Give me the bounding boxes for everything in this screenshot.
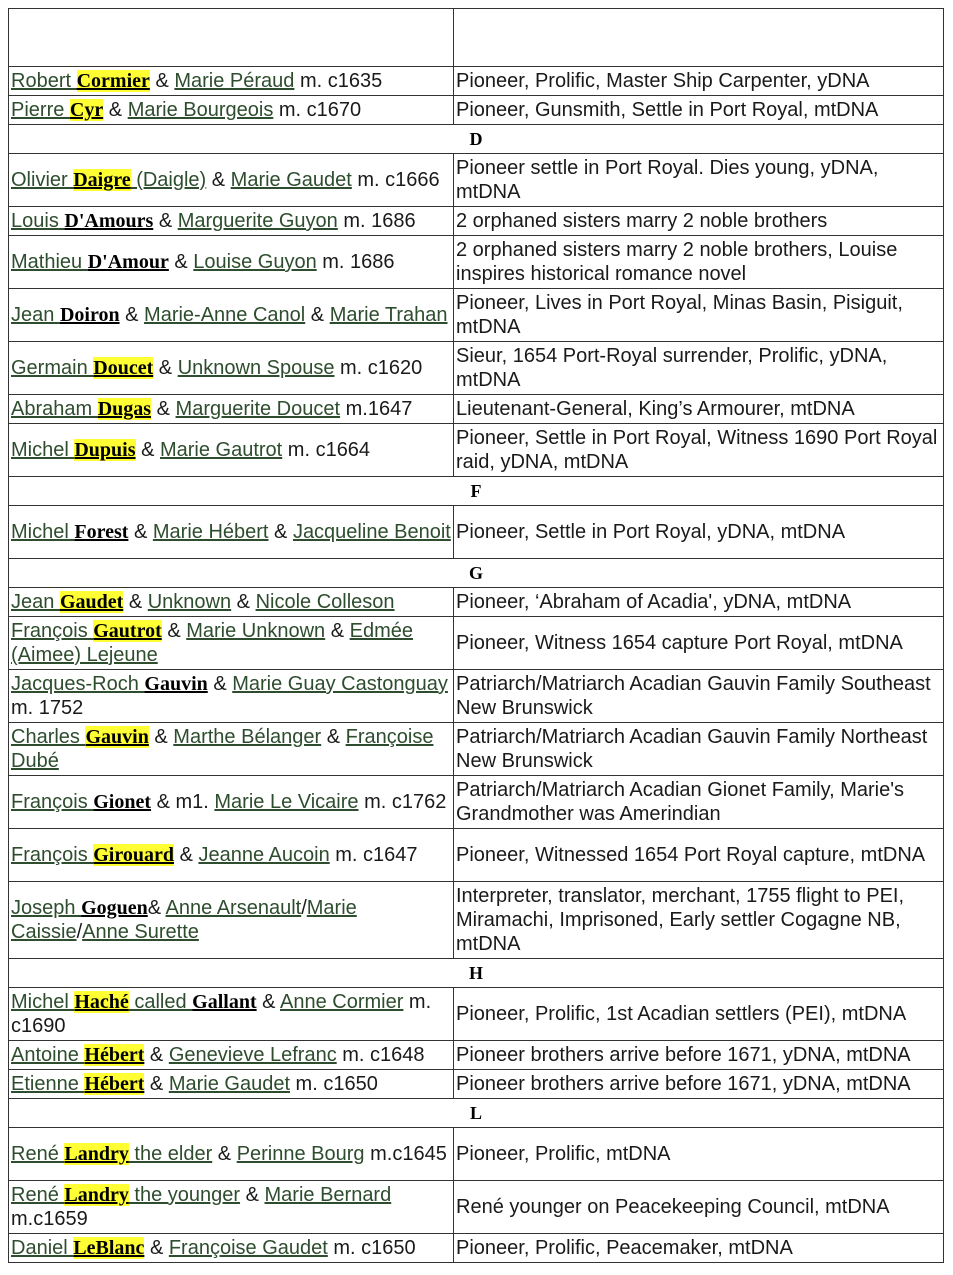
connector-text: m. c1664 [282, 439, 371, 461]
description-cell: 2 orphaned sisters marry 2 noble brothers [454, 207, 944, 236]
person-link[interactable]: Michel [11, 521, 75, 543]
couple-cell [9, 988, 454, 1041]
person-link[interactable]: Joseph [11, 897, 82, 919]
description-cell: Lieutenant-General, King’s Armourer, mtDNA [454, 395, 944, 424]
person-link[interactable]: Etienne [11, 1073, 85, 1095]
person-link[interactable]: Marie Péraud [174, 70, 295, 92]
table-row [9, 723, 944, 776]
connector-text: & [207, 673, 233, 695]
connector-text: & [123, 591, 148, 613]
surname-link[interactable]: Girouard [93, 844, 175, 866]
person-link[interactable]: the elder [128, 1143, 213, 1165]
couple-cell [9, 1070, 454, 1099]
connector-text: & [144, 1237, 169, 1259]
description-cell: René younger on Peacekeeping Council, mtDNA [454, 1181, 944, 1234]
couple-cell [9, 1128, 454, 1181]
person-link[interactable]: François [11, 620, 94, 642]
header-cell [9, 9, 454, 67]
connector-text: & [174, 844, 199, 866]
surname-link[interactable]: Daigre [73, 169, 131, 191]
section-letter: H [9, 959, 944, 988]
connector-text: m. 1752 [11, 697, 84, 719]
description-cell: Interpreter, translator, merchant, 1755 flight to PEI, Miramachi, Imprisoned, Early settler Cogagne NB, mtDNA [454, 882, 944, 959]
table-row [9, 207, 944, 236]
surname-link[interactable]: Doiron [59, 304, 120, 326]
section-row [9, 477, 944, 506]
ancestors-table [8, 8, 944, 1263]
connector-text: m.1647 [340, 398, 413, 420]
connector-text: m. c1647 [329, 844, 418, 866]
connector-text: & [321, 726, 346, 748]
connector-text: m. 1686 [337, 210, 416, 232]
person-link[interactable]: René [11, 1184, 65, 1206]
couple-cell [9, 424, 454, 477]
person-link[interactable]: Olivier [11, 169, 74, 191]
surname-link[interactable]: Gauvin [85, 726, 149, 748]
table-row [9, 1181, 944, 1234]
connector-text: & [153, 357, 178, 379]
surname-link[interactable]: LeBlanc [73, 1237, 145, 1259]
connector-text: m. c1650 [327, 1237, 416, 1259]
connector-text: & [144, 1044, 169, 1066]
connector-text: & [231, 591, 256, 613]
table-row [9, 882, 944, 959]
section-row [9, 125, 944, 154]
surname-link[interactable]: Forest [74, 521, 129, 543]
couple-cell [9, 289, 454, 342]
person-link[interactable]: Germain [11, 357, 94, 379]
table-row [9, 395, 944, 424]
connector-text: & [144, 1073, 169, 1095]
person-link[interactable]: Marie Gautrot [159, 439, 283, 461]
couple-cell [9, 588, 454, 617]
connector-text: & [240, 1184, 265, 1206]
table-row [9, 1041, 944, 1070]
person-link[interactable]: François [11, 791, 94, 813]
surname-link[interactable]: Landry [64, 1184, 129, 1206]
surname-link[interactable]: D'Amour [87, 251, 169, 273]
connector-text: & m1. [151, 791, 215, 813]
description-cell: Patriarch/Matriarch Acadian Gauvin Family Northeast New Brunswick [454, 723, 944, 776]
person-link[interactable]: Charles [11, 726, 86, 748]
connector-text: m. c1690 [11, 991, 432, 1037]
connector-text: & [151, 398, 176, 420]
description-cell: Pioneer, Lives in Port Royal, Minas Basin, Pisiguit, mtDNA [454, 289, 944, 342]
description-cell: Pioneer, Settle in Port Royal, yDNA, mtDNA [454, 506, 944, 559]
description-cell: Pioneer, Witnessed 1654 Port Royal capture, mtDNA [454, 829, 944, 882]
person-link[interactable]: Marie Bernard [264, 1184, 392, 1206]
table-row [9, 236, 944, 289]
person-link[interactable]: Marie Hébert [152, 521, 269, 543]
person-link[interactable]: Marie Bourgeois [127, 99, 274, 121]
description-cell: Pioneer, Prolific, mtDNA [454, 1128, 944, 1181]
couple-cell [9, 670, 454, 723]
connector-text: & [148, 726, 174, 748]
surname-link[interactable]: Landry [64, 1143, 129, 1165]
header-cell [454, 9, 944, 67]
person-link[interactable]: Genevieve Lefranc [168, 1044, 337, 1066]
person-link[interactable]: Louis [11, 210, 65, 232]
table-header-row [9, 9, 944, 67]
person-link[interactable]: Marie-Anne Canol [144, 304, 306, 326]
table-row [9, 617, 944, 670]
section-letter: F [9, 477, 944, 506]
couple-cell [9, 829, 454, 882]
connector-text: & [325, 620, 350, 642]
table-row [9, 96, 944, 125]
surname-link[interactable]: Dupuis [74, 439, 136, 461]
person-link[interactable]: Marie Trahan [329, 304, 448, 326]
table-row [9, 829, 944, 882]
couple-cell [9, 723, 454, 776]
person-link[interactable]: Michel [11, 439, 75, 461]
couple-cell [9, 882, 454, 959]
surname-link[interactable]: Haché [74, 991, 129, 1013]
person-link[interactable]: Jacqueline Benoit [292, 521, 451, 543]
description-cell: Pioneer, Settle in Port Royal, Witness 1690 Port Royal raid, yDNA, mtDNA [454, 424, 944, 477]
connector-text: & [256, 991, 280, 1013]
connector-text: & [268, 521, 293, 543]
couple-cell [9, 96, 454, 125]
person-link[interactable]: Perinne Bourg [236, 1143, 365, 1165]
connector-text: m. c1670 [273, 99, 362, 121]
couple-cell [9, 617, 454, 670]
person-link[interactable]: Anne Cormier [279, 991, 404, 1013]
couple-cell [9, 1234, 454, 1263]
connector-text: & [206, 169, 231, 191]
couple-cell [9, 1041, 454, 1070]
person-link[interactable]: (Daigle) [130, 169, 207, 191]
surname-link[interactable]: Goguen [81, 897, 148, 919]
table-row [9, 588, 944, 617]
connector-text: m. c1650 [290, 1073, 378, 1095]
couple-cell [9, 1181, 454, 1234]
surname-link[interactable]: Hébert [84, 1073, 145, 1095]
person-link[interactable]: Abraham [11, 398, 98, 420]
connector-text: & [305, 304, 330, 326]
connector-text: & [135, 439, 160, 461]
connector-text: m. c1635 [294, 70, 383, 92]
table-row [9, 342, 944, 395]
description-cell: Pioneer, ‘Abraham of Acadia', yDNA, mtDNA [454, 588, 944, 617]
connector-text: m. c1620 [334, 357, 423, 379]
person-link[interactable]: Jacques-Roch [11, 673, 145, 695]
description-cell: Pioneer, Prolific, Peacemaker, mtDNA [454, 1234, 944, 1263]
person-link[interactable]: Unknown Spouse [177, 357, 335, 379]
person-link[interactable]: Marie Le Vicaire [214, 791, 359, 813]
person-link[interactable]: Marthe Bélanger [173, 726, 322, 748]
section-letter: G [9, 559, 944, 588]
description-cell: Pioneer brothers arrive before 1671, yDNA, mtDNA [454, 1041, 944, 1070]
person-link[interactable]: Daniel [11, 1237, 74, 1259]
description-cell: Patriarch/Matriarch Acadian Gionet Family, Marie's Grandmother was Amerindian [454, 776, 944, 829]
person-link[interactable]: Jean [11, 591, 60, 613]
person-link[interactable]: Marguerite Guyon [177, 210, 338, 232]
person-link[interactable]: René [11, 1143, 65, 1165]
connector-text: m.c1645 [364, 1143, 447, 1165]
person-link[interactable]: Marie Gaudet [230, 169, 352, 191]
section-row [9, 559, 944, 588]
surname-link[interactable]: Doucet [93, 357, 154, 379]
person-link[interactable]: Mathieu [11, 251, 88, 273]
description-cell: 2 orphaned sisters marry 2 noble brothers, Louise inspires historical romance novel [454, 236, 944, 289]
person-link[interactable]: Marguerite Doucet [175, 398, 341, 420]
person-link[interactable]: Michel [11, 991, 75, 1013]
section-row [9, 1099, 944, 1128]
connector-text: & [119, 304, 145, 326]
couple-cell [9, 154, 454, 207]
person-link[interactable]: the younger [128, 1184, 241, 1206]
couple-cell [9, 67, 454, 96]
section-letter: L [9, 1099, 944, 1128]
description-cell: Sieur, 1654 Port-Royal surrender, Prolific, yDNA, mtDNA [454, 342, 944, 395]
person-link[interactable]: Françoise Gaudet [168, 1237, 328, 1259]
table-row [9, 988, 944, 1041]
ancestors-table-body [9, 9, 944, 1263]
table-row [9, 670, 944, 723]
person-link[interactable]: Françoise Dubé [11, 726, 434, 772]
section-row [9, 959, 944, 988]
table-row [9, 1234, 944, 1263]
connector-text: & [168, 251, 194, 273]
person-link[interactable]: Nicole Colleson [255, 591, 395, 613]
person-link[interactable]: Marie Unknown [186, 620, 326, 642]
table-row [9, 506, 944, 559]
surname-link[interactable]: Gaudet [59, 591, 124, 613]
table-row [9, 1070, 944, 1099]
table-row [9, 424, 944, 477]
connector-text: & [149, 70, 175, 92]
couple-cell [9, 395, 454, 424]
description-cell: Pioneer, Gunsmith, Settle in Port Royal, mtDNA [454, 96, 944, 125]
table-row [9, 1128, 944, 1181]
surname-link[interactable]: Dugas [97, 398, 152, 420]
person-link[interactable]: Anne Arsenault [165, 897, 302, 919]
connector-text: & [161, 620, 187, 642]
person-link[interactable]: Edmée (Aimee) Lejeune [11, 620, 413, 666]
person-link[interactable]: Unknown [147, 591, 232, 613]
description-cell: Pioneer, Prolific, Master Ship Carpenter, yDNA [454, 67, 944, 96]
table-row [9, 289, 944, 342]
person-link[interactable]: Antoine [11, 1044, 85, 1066]
person-link[interactable]: Robert [11, 70, 77, 92]
description-cell: Pioneer, Prolific, 1st Acadian settlers (PEI), mtDNA [454, 988, 944, 1041]
surname-link[interactable]: Gautrot [93, 620, 162, 642]
person-link[interactable]: Marie Guay Castonguay [232, 673, 448, 695]
table-row [9, 776, 944, 829]
couple-cell [9, 776, 454, 829]
table-row [9, 154, 944, 207]
connector-text: / [76, 921, 83, 943]
description-cell: Pioneer settle in Port Royal. Dies young, yDNA, mtDNA [454, 154, 944, 207]
connector-text: / [301, 897, 307, 919]
description-cell: Pioneer, Witness 1654 capture Port Royal, mtDNA [454, 617, 944, 670]
connector-text: & [103, 99, 128, 121]
couple-cell [9, 207, 454, 236]
table-row [9, 67, 944, 96]
surname-link[interactable]: Gauvin [144, 673, 208, 695]
connector-text: & [212, 1143, 237, 1165]
surname-link[interactable]: Gionet [93, 791, 152, 813]
person-link[interactable]: Marie Caissie [11, 897, 357, 943]
couple-cell [9, 236, 454, 289]
person-link[interactable]: François [11, 844, 94, 866]
connector-text: & [147, 897, 166, 919]
connector-text: & [128, 521, 153, 543]
person-link[interactable]: Jeanne Aucoin [198, 844, 330, 866]
couple-cell [9, 342, 454, 395]
surname-link[interactable]: D'Amours [64, 210, 154, 232]
person-link[interactable]: Anne Surette [82, 921, 199, 943]
person-link[interactable]: Pierre [11, 99, 70, 121]
surname-link[interactable]: Hébert [84, 1044, 145, 1066]
surname-link[interactable]: Gallant [192, 991, 257, 1013]
connector-text: m. c1762 [358, 791, 447, 813]
person-link[interactable]: called [128, 991, 193, 1013]
person-link[interactable]: Jean [11, 304, 60, 326]
connector-text: m.c1659 [11, 1208, 88, 1230]
description-cell: Pioneer brothers arrive before 1671, yDNA, mtDNA [454, 1070, 944, 1099]
connector-text: & [153, 210, 178, 232]
connector-text: m. 1686 [316, 251, 395, 273]
description-cell: Patriarch/Matriarch Acadian Gauvin Family Southeast New Brunswick [454, 670, 944, 723]
couple-cell [9, 506, 454, 559]
surname-link[interactable]: Cyr [69, 99, 104, 121]
connector-text: m. c1666 [351, 169, 440, 191]
surname-link[interactable]: Cormier [76, 70, 150, 92]
connector-text: m. c1648 [336, 1044, 425, 1066]
person-link[interactable]: Marie Gaudet [168, 1073, 290, 1095]
section-letter: D [9, 125, 944, 154]
person-link[interactable]: Louise Guyon [193, 251, 317, 273]
